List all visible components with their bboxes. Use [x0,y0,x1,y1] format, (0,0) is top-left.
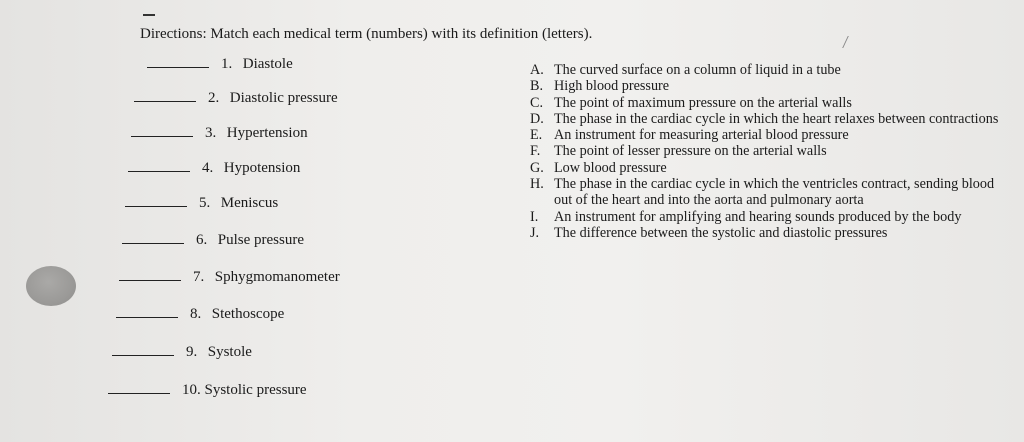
term-label: Systole [207,344,252,360]
definition-letter: F. [530,143,541,160]
answer-blank[interactable] [128,171,190,172]
term-label: Hypotension [223,160,301,176]
definition-letter: J. [530,224,540,241]
term-label: Sphygmomanometer [214,269,340,285]
term-label: Diastolic pressure [229,90,338,106]
definition-letter: H. [530,176,544,193]
directions-text: Directions: Match each medical term (numbers) with its definition (letters). [140,26,593,42]
definition-item [530,160,1000,176]
term-number: 9. [186,344,198,360]
term-row [112,344,252,364]
term-label: Systolic pressure [204,382,307,398]
term-number: 1. [221,56,233,72]
answer-blank[interactable] [125,206,187,207]
answer-blank[interactable] [122,243,184,244]
definition-letter: G. [530,159,544,176]
pen-tick-mark [842,36,859,48]
term-row [119,269,340,289]
term-number: 10. [182,382,201,398]
term-row [116,306,284,326]
definition-item [530,127,1000,143]
term-label: Hypertension [226,125,308,141]
answer-blank[interactable] [108,393,170,394]
definition-letter: I. [530,208,539,225]
definition-item [530,111,1000,127]
term-label: Diastole [242,56,293,72]
term-number: 5. [199,195,211,211]
definition-text: Low blood pressure [554,159,667,176]
definition-letter: A. [530,62,544,78]
definition-letter: C. [530,94,544,111]
answer-blank[interactable] [134,101,196,102]
term-number: 4. [202,160,214,176]
definition-text: An instrument for amplifying and hearing sounds produced by the body [554,208,962,225]
answer-blank[interactable] [147,67,209,68]
term-row [134,90,338,110]
binder-hole [26,266,76,306]
definition-item [530,78,1000,94]
definition-item [530,209,1000,225]
definition-item [530,176,1000,209]
answer-blank[interactable] [116,317,178,318]
term-row [108,382,307,402]
term-number: 3. [205,125,217,141]
term-row [131,125,308,145]
definition-text: An instrument for measuring arterial blood pressure [554,127,849,144]
term-row [125,195,278,215]
definition-item [530,225,1000,241]
term-number: 7. [193,269,205,285]
term-label: Pulse pressure [217,232,304,248]
definition-item [530,143,1000,159]
definition-text: The curved surface on a column of liquid in a tube [554,62,841,78]
definition-letter: D. [530,110,544,127]
term-row [122,232,304,252]
answer-blank[interactable] [112,355,174,356]
definitions-list [530,62,1000,241]
definition-item [530,62,1000,78]
definition-letter: E. [530,127,543,144]
term-label: Stethoscope [211,306,285,322]
definition-text: High blood pressure [554,78,670,95]
definition-text: The point of lesser pressure on the arterial walls [554,143,827,160]
term-row [128,160,300,180]
term-number: 6. [196,232,208,248]
definition-item [530,95,1000,111]
definition-text: The phase in the cardiac cycle in which the heart relaxes between contractions [554,110,999,127]
answer-blank[interactable] [131,136,193,137]
term-row [147,56,293,76]
definition-text: The phase in the cardiac cycle in which the ventricles contract, sending blood out of the heart and into the aorta and pulmonary aorta [554,176,995,209]
definition-text: The difference between the systolic and diastolic pressures [554,224,888,241]
term-label: Meniscus [220,195,279,211]
term-number: 2. [208,90,220,106]
stray-dash-mark [143,14,155,16]
answer-blank[interactable] [119,280,181,281]
term-number: 8. [190,306,202,322]
definition-letter: B. [530,78,544,95]
definition-text: The point of maximum pressure on the arterial walls [554,94,852,111]
